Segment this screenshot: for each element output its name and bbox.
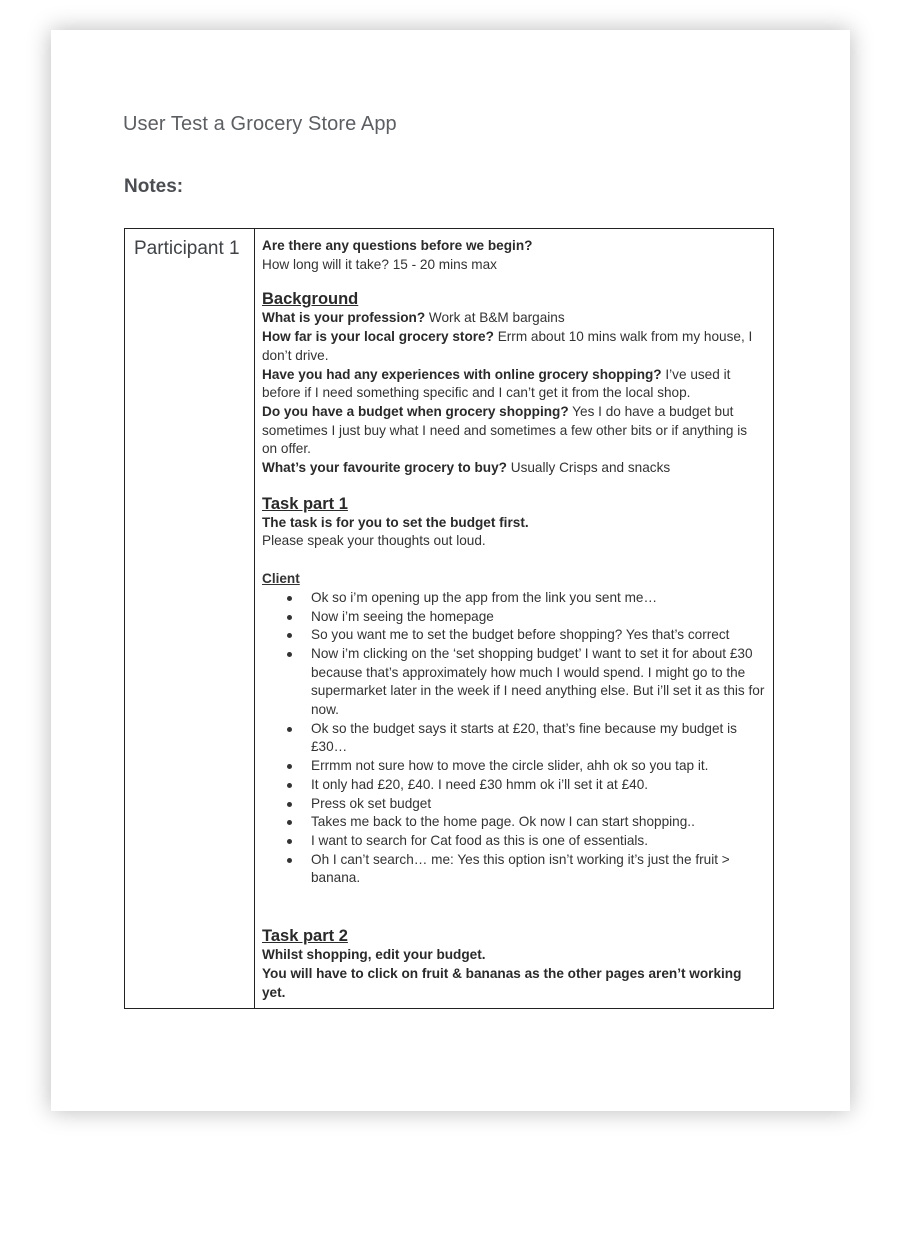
list-item: Ok so i’m opening up the app from the link you sent me… (311, 589, 765, 608)
list-item: So you want me to set the budget before shopping? Yes that’s correct (311, 626, 765, 645)
list-item: Ok so the budget says it starts at £20, that’s fine because my budget is £30… (311, 720, 765, 757)
participant-label: Participant 1 (134, 238, 240, 259)
document-page (51, 30, 850, 1111)
list-item: Takes me back to the home page. Ok now I can start shopping.. (311, 813, 765, 832)
task2-heading: Task part 2 (262, 927, 348, 946)
participant-cell (125, 229, 255, 1008)
intro-question: Are there any questions before we begin? (262, 238, 533, 253)
background-qa-3: Do you have a budget when grocery shopping? Yes I do have a budget but sometimes I just buy what I need and sometimes a few other bits or if anything is on offer. (262, 403, 748, 457)
task1-instruction: The task is for you to set the budget first. (262, 514, 529, 530)
client-heading: Client (262, 571, 300, 587)
background-qa-0: What is your profession? Work at B&M bargains (262, 310, 565, 326)
background-qa-2: Have you had any experiences with online grocery shopping? I’ve used it before if I need something specific and I can’t get it from the local shop. (262, 366, 731, 401)
list-item: Now i’m clicking on the ‘set shopping budget’ I want to set it for about £30 because that’s approximately how much I would spend. I might go to the supermarket later in the week if I need anything else. But i’ll set it as this for now. (311, 645, 765, 720)
background-qa-1: How far is your local grocery store? Errm about 10 mins walk from my house, I don’t drive. (262, 329, 753, 363)
list-item: Now i’m seeing the homepage (311, 608, 765, 627)
intro-answer: How long will it take? 15 - 20 mins max (262, 256, 497, 272)
list-item: Oh I can’t search… me: Yes this option isn’t working it’s just the fruit > banana. (311, 851, 765, 888)
list-item: Press ok set budget (311, 795, 765, 814)
task2-instruction-1: Whilst shopping, edit your budget. (262, 947, 486, 963)
list-item: It only had £20, £40. I need £30 hmm ok i’ll set it at £40. (311, 776, 765, 795)
list-item: Errmm not sure how to move the circle slider, ahh ok so you tap it. (311, 757, 765, 776)
background-qa-4: What’s your favourite grocery to buy? Usually Crisps and snacks (262, 460, 671, 476)
task2-instruction-2: You will have to click on fruit & bananas as the other pages aren’t working yet. (262, 965, 742, 1000)
list-item: I want to search for Cat food as this is one of essentials. (311, 832, 765, 851)
notes-table (124, 228, 774, 1009)
document-title: User Test a Grocery Store App (123, 113, 397, 135)
task1-note: Please speak your thoughts out loud. (262, 533, 486, 549)
task1-heading: Task part 1 (262, 494, 348, 513)
client-list (262, 589, 765, 888)
notes-cell (255, 229, 773, 1008)
notes-heading: Notes: (124, 176, 184, 197)
background-heading: Background (262, 290, 359, 309)
